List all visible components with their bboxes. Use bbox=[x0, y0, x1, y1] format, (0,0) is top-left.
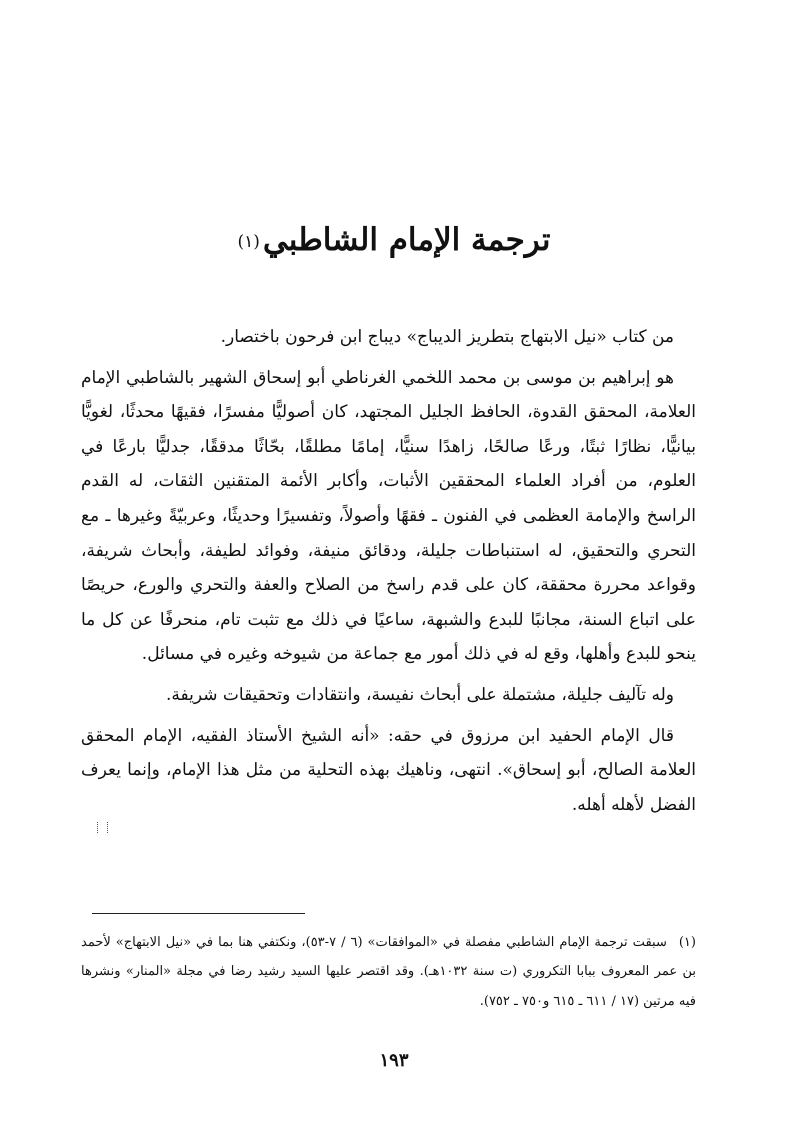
footnote bbox=[81, 928, 696, 1016]
footnote-marker[interactable]: (١) bbox=[237, 232, 260, 252]
footnote-divider bbox=[92, 913, 305, 914]
footnote-number: (١) bbox=[678, 935, 696, 950]
paragraph-source: من كتاب «نيل الابتهاج بتطريز الديباج» ديباج ابن فرحون باختصار. bbox=[220, 327, 674, 347]
page-title bbox=[0, 214, 788, 266]
scan-edge-mark bbox=[97, 822, 108, 833]
title-text: ترجمة الإمام الشاطبي bbox=[262, 222, 551, 258]
main-text bbox=[81, 320, 696, 822]
page-number: ١٩٣ bbox=[379, 1050, 409, 1071]
paragraph-quote: قال الإمام الحفيد ابن مرزوق في حقه: «أنه الشيخ الأستاذ الفقيه، الإمام المحقق العلامة الصالح، أبو إسحاق». انتهى، وناهيك بهذه التحلية من مثل هذا الإمام، وإنما يعرف الفضل لأهله أهله. bbox=[81, 725, 696, 815]
footnote-text: سبقت ترجمة الإمام الشاطبي مفصلة في «الموافقات» (٦ / ٧-٥٣)، ونكتفي هنا بما في «نيل الابتهاج» لأحمد بن عمر المعروف ببابا التكروري (ت سنة ١٠٣٢هـ). وقد اقتصر عليها السيد رشيد رضا في مجلة «المنار» ونشرها فيه مرتين (١٧ / ٦١١ ـ ٦١٥ و٧٥٠ ـ ٧٥٢). bbox=[81, 935, 696, 1009]
paragraph-biography: هو إبراهيم بن موسى بن محمد اللخمي الغرناطي أبو إسحاق الشهير بالشاطبي الإمام العلامة، المحقق القدوة، الحافظ الجليل المجتهد، كان أصوليًّا مفسرًا، فقيهًا محدثًا، لغويًّا بيانيًّا، نظارًا ثبتًا، ورعًا صالحًا، زاهدًا سنيًّا، إمامًا مطلقًا، بحّاثًا مدققًا، جدليًّا بارعًا في العلوم، من أفراد العلماء المحققين الأثبات، وأكابر الأئمة المتقنين الثقات، له القدم الراسخ والإمامة العظمى في الفنون ـ فقهًا وأصولاً، وتفسيرًا وحديثًا، وعربيّةً وغيرها ـ مع التحري والتحقيق، له استنباطات جليلة، ودقائق منيفة، وفوائد لطيفة، وأبحاث شريفة، وقواعد محررة محققة، كان على قدم راسخ من الصلاح والعفة والتحري والورع، حريصًا على اتباع السنة، مجانبًا للبدع والشبهة، ساعيًا في ذلك مع تثبت تام، منحرفًا عن كل ما ينحو للبدع وأهلها، وقع له في ذلك أمور مع جماعة من شيوخه وغيره في مسائل. bbox=[81, 367, 696, 665]
paragraph-works: وله تآليف جليلة، مشتملة على أبحاث نفيسة، وانتقادات وتحقيقات شريفة. bbox=[166, 684, 674, 705]
